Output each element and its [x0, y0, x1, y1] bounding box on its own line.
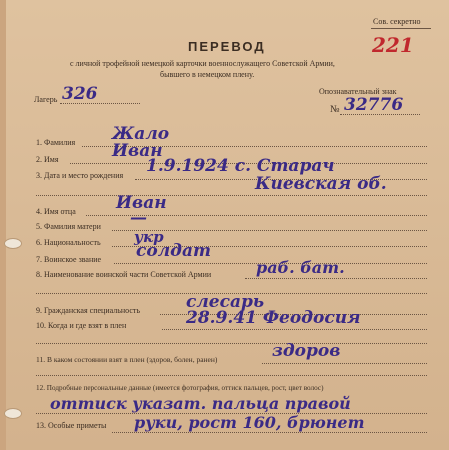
- field-label-patronymic: 4. Имя отца: [36, 207, 76, 216]
- nationality-value: укр: [134, 228, 164, 246]
- subtitle-line2: бывшего в немецком плену.: [160, 70, 255, 79]
- condition-value: здоров: [272, 341, 341, 361]
- camp-value: 326: [62, 84, 98, 104]
- surname-value: Жало: [112, 124, 170, 144]
- birth-place-value: Киевская об.: [255, 174, 387, 194]
- field-label-birth: 3. Дата и место рождения: [36, 171, 124, 180]
- field-line: [162, 329, 427, 330]
- rank-value: солдат: [136, 241, 211, 261]
- field-label-profession: 9. Гражданская специальность: [36, 306, 141, 315]
- field-label-captured: 10. Когда и где взят в плен: [36, 321, 127, 330]
- birth-value: 1.9.1924 с. Старач: [146, 156, 335, 176]
- name-value: Иван: [112, 141, 163, 161]
- marks-value: руки, рост 160, брюнет: [134, 413, 365, 432]
- field-label-name: 2. Имя: [36, 155, 59, 164]
- field-label-personal-data: 12. Подробные персональные данные (имеется фотография, оттиск пальцев, рост, цвет волос): [36, 384, 324, 392]
- badge-number: 32776: [344, 95, 404, 115]
- punch-hole: [4, 408, 22, 419]
- personal-data-value: оттиск указат. пальца правой: [50, 394, 351, 413]
- badge-line: [340, 114, 420, 115]
- subtitle-line1: с личной трофейной немецкой карточки военнослужащего Советской Армии,: [70, 59, 335, 68]
- camp-line: [60, 103, 140, 104]
- paper-edge: [0, 0, 6, 450]
- field-label-mother: 5. Фамилия матери: [36, 222, 101, 231]
- field-line: [36, 195, 427, 196]
- badge-prefix: №: [330, 104, 340, 115]
- camp-label: Лагерь: [34, 95, 58, 104]
- field-label-unit: 8. Наименование воинской части Советской Армии: [36, 270, 212, 279]
- mother-value: —: [130, 208, 147, 228]
- punch-hole: [4, 238, 22, 249]
- archive-number: 221: [372, 33, 414, 57]
- field-line: [36, 343, 427, 344]
- field-line: [245, 278, 427, 279]
- badge-label: Опознавательный знак: [319, 87, 397, 96]
- field-label-surname: 1. Фамилия: [36, 138, 76, 147]
- field-label-nationality: 6. Национальность: [36, 238, 101, 247]
- field-line: [112, 432, 427, 433]
- field-label-rank: 7. Воинское звание: [36, 255, 102, 264]
- field-line: [36, 375, 427, 376]
- field-line: [262, 363, 427, 364]
- patronymic-value: Иван: [116, 193, 167, 213]
- field-label-condition: 11. В каком состоянии взят в плен (здоров, болен, ранен): [36, 355, 218, 364]
- field-label-marks: 13. Особые приметы: [36, 421, 107, 430]
- captured-value: 28.9.41 Феодосия: [186, 308, 361, 328]
- secret-stamp: Сов. секретно: [373, 17, 421, 26]
- unit-value: раб. бат.: [256, 258, 345, 277]
- page-title: ПЕРЕВОД: [188, 39, 266, 54]
- stamp-underline: [371, 28, 431, 29]
- profession-value: слесарь: [186, 292, 265, 312]
